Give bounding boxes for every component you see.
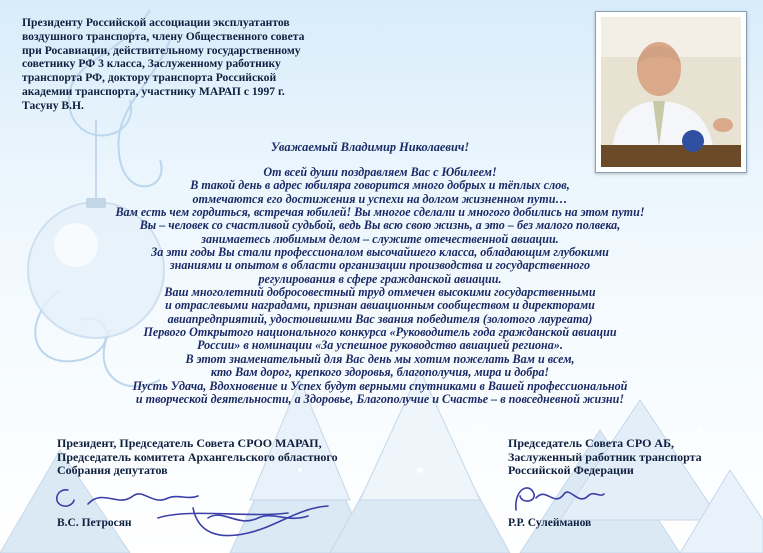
salutation: Уважаемый Владимир Николаевич! <box>270 140 470 154</box>
left-signatory-name: В.С. Петросян <box>57 517 132 529</box>
greeting-body <box>30 166 730 406</box>
recipient-line: при Росавиации, действительному государственному <box>22 43 301 57</box>
greeting-line: кто Вам дорог, крепкого здоровья, благополучия, мира и добра! <box>210 365 550 380</box>
greeting-line: В такой день в адрес юбиляра говорится много добрых и тёплых слов, <box>190 178 570 193</box>
signatory-title-line: Собрания депутатов <box>57 463 168 478</box>
greeting-line: и отраслевыми наградами, признан авиационным сообществом и директорами <box>165 298 595 313</box>
greeting-line: знаниями и опытом в области организации производства и государственного <box>169 258 591 273</box>
left-handwritten-signature <box>48 478 338 548</box>
greeting-line: регулирования в сфере гражданской авиации. <box>258 271 502 286</box>
signatory-title-line: Заслуженный работник транспорта <box>508 449 702 464</box>
greeting-line: От всей души поздравляем Вас с Юбилеем! <box>263 165 497 179</box>
greeting-line: Вам есть чем гордиться, встречая юбилей! Вы многое сделали и многого добились на этом пути! <box>115 205 645 220</box>
portrait-image <box>601 17 741 167</box>
signatory-title-line: Российской Федерации <box>508 463 634 478</box>
recipient-line: академии транспорта, участнику МАРАП с 1997 г. <box>22 84 285 98</box>
greeting-line: авиапредприятий, удостоившими Вас звания победителя (золотого лауреата) <box>167 311 593 326</box>
greeting-line: Пусть Удача, Вдохновение и Успех будут верными спутниками в Вашей профессиональной <box>132 378 628 393</box>
signatory-title-line: Председатель комитета Архангельского областного <box>57 449 338 464</box>
greeting-line: За эти годы Вы стали профессионалом высочайшего класса, обладающим глубокими <box>151 245 609 260</box>
signatory-title-line: Председатель Совета СРО АБ, <box>508 436 675 450</box>
recipient-line: советнику РФ 3 класса, Заслуженному работнику <box>22 57 281 71</box>
portrait-photo <box>595 11 747 173</box>
signatory-title-line: Президент, Председатель Совета СРОО МАРАП, <box>57 436 322 450</box>
greeting-line: и творческой деятельности, а Здоровье, Благополучие и Счастье – в повседневной жизни! <box>135 391 625 406</box>
greeting-line: В этот знаменательный для Вас день мы хотим пожелать Вам и всем, <box>185 351 575 366</box>
greeting-line: Ваш многолетний добросовестный труд отмечен высокими государственными <box>164 285 596 300</box>
right-signatory-title <box>508 437 758 478</box>
greeting-line: занимаетесь любимым делом – служите отечественной авиации. <box>201 231 559 246</box>
greeting-line: Первого Открытого национального конкурса «Руководитель года гражданской авиации <box>143 325 617 340</box>
recipient-address <box>22 16 362 113</box>
right-signatory-name: Р.Р. Сулейманов <box>508 517 592 529</box>
greeting-line: отмечаются его достижения и успехи на долгом жизненном пути… <box>192 191 568 206</box>
recipient-line: транспорта РФ, доктору транспорта Российской <box>22 71 277 85</box>
recipient-line: воздушного транспорта, члену Общественного совета <box>22 29 305 43</box>
greeting-line: Вы – человек со счастливой судьбой, ведь Вы всю свою жизнь, а это – без малого полвека, <box>139 218 621 233</box>
right-handwritten-signature <box>510 478 610 518</box>
recipient-line: Президенту Российской ассоциации эксплуатантов <box>22 16 290 29</box>
recipient-line: Тасуну В.Н. <box>22 98 84 112</box>
greeting-line: России» в номинации «За успешное руководство авиацией региона». <box>197 338 563 353</box>
left-signatory-title <box>57 437 417 478</box>
